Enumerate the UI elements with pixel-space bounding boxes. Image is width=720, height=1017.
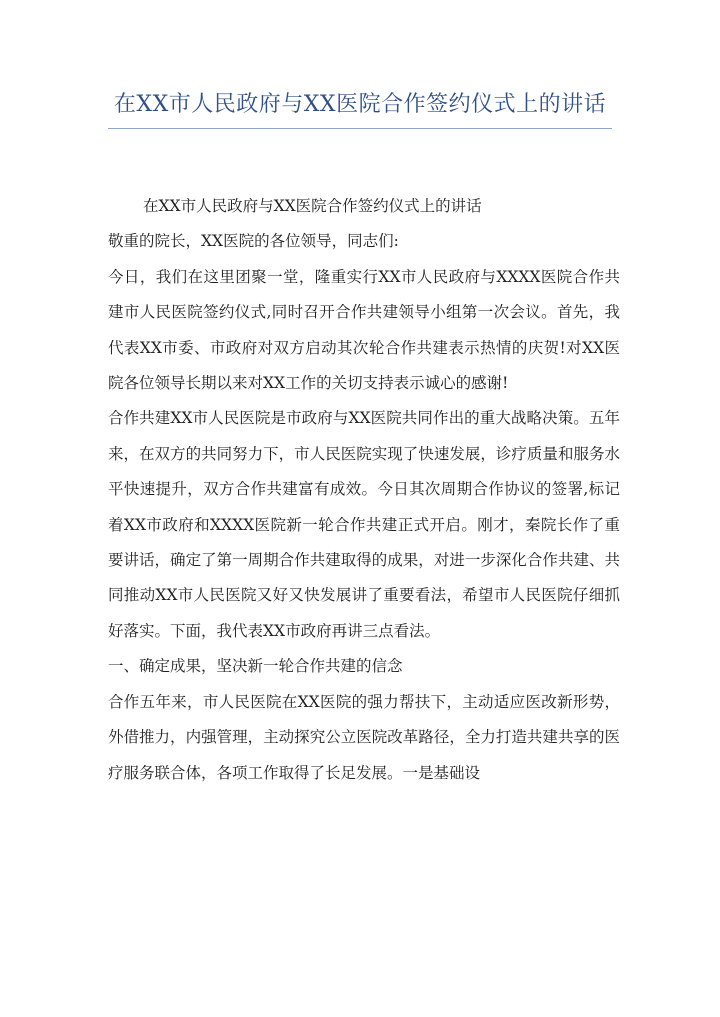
body-heading-line: 在XX市人民政府与XX医院合作签约仪式上的讲话 bbox=[143, 197, 482, 215]
document-body bbox=[108, 189, 620, 791]
paragraph: 合作共建XX市人民医院是市政府与XX医院共同作出的重大战略决策。五年来，在双方的共同努力下，市人民医院实现了快速发展，诊疗质量和服务水平快速提升，双方合作共建富有成效。今日其次周期合作协议的签署,标记着XX市政府和XXXX医院新一轮合作共建正式开启。刚才，秦院长作了重要讲话，确定了第一周期合作共建取得的成果，对进一步深化合作共建、共同推动XX市人民医院又好又快发展讲了重要看法，希望市人民医院仔细抓好落实。下面，我代表XX市政府再讲三点看法。 bbox=[108, 409, 620, 640]
paragraph: 今日，我们在这里团聚一堂，隆重实行XX市人民政府与XXXX医院合作共建市人民医院签约仪式,同时召开合作共建领导小组第一次会议。首先，我代表XX市委、市政府对双方启动其次轮合作共建表示热情的庆贺!对XX医院各位领导长期以来对XX工作的关切支持表示诚心的感谢! bbox=[108, 267, 620, 393]
paragraph: 合作五年来，市人民医院在XX医院的强力帮扶下，主动适应医改新形势，外借推力，内强管理，主动探究公立医院改革路径，全力打造共建共享的医疗服务联合体，各项工作取得了长足发展。一是基础设 bbox=[108, 692, 620, 782]
document-title: 在XX市人民政府与XX医院合作签约仪式上的讲话 bbox=[113, 92, 607, 117]
salutation: 敬重的院长，XX医院的各位领导，同志们: bbox=[108, 232, 399, 251]
title-divider bbox=[108, 128, 612, 129]
section-heading: 一、确定成果，坚决新一轮合作共建的信念 bbox=[108, 657, 403, 676]
